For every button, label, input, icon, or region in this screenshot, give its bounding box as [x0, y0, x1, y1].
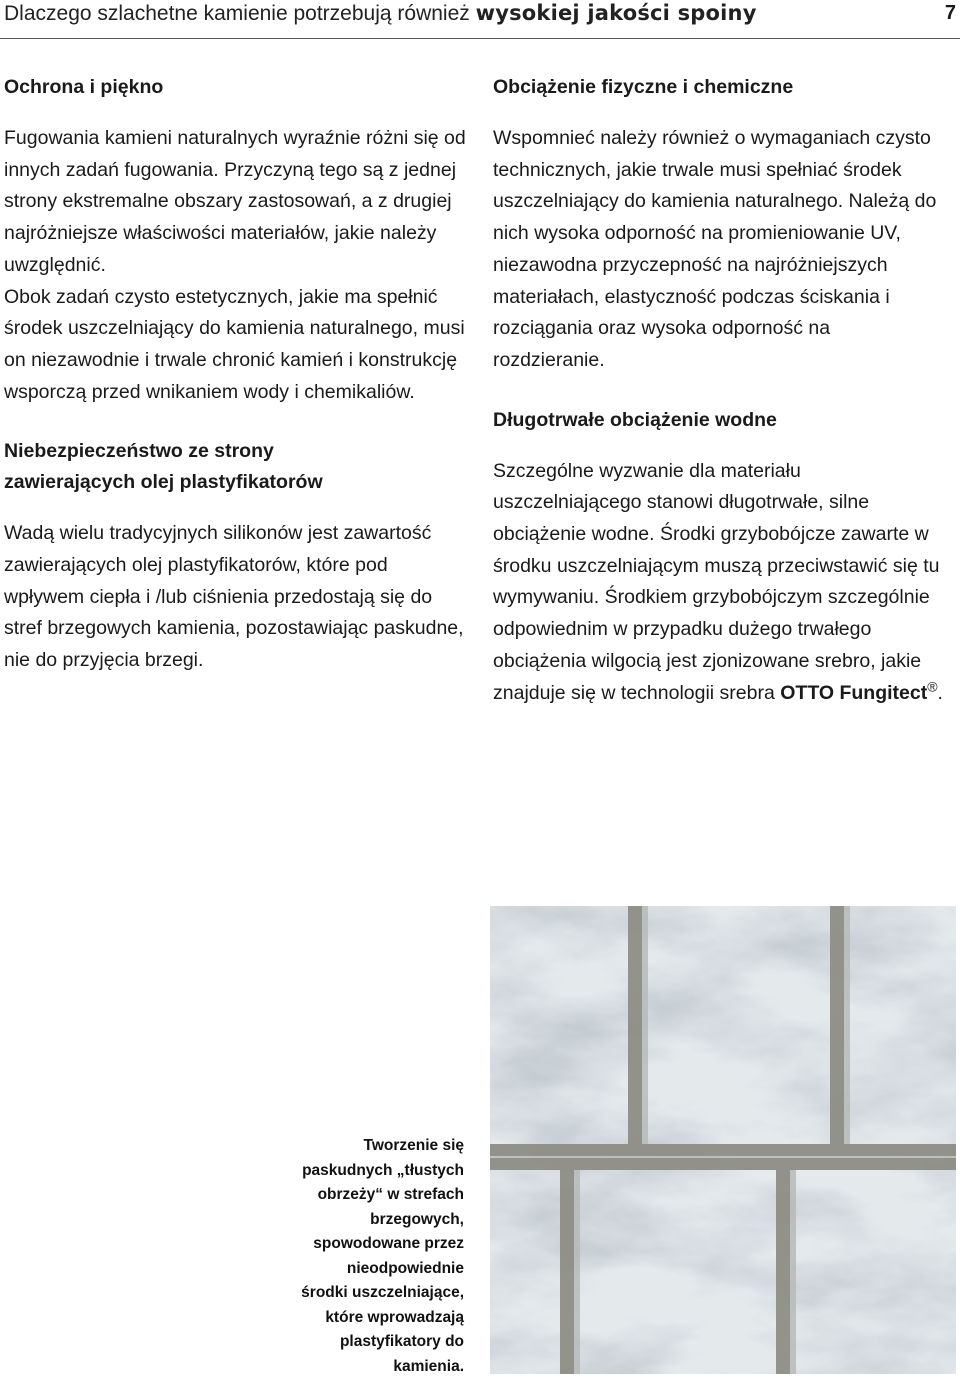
paragraph-silicone-defect: Wadą wielu tradycyjnych silikonów jest zawartość zawierających olej plastyfikatorów, które pod wpływem ciepła i /lub ciśnienia przedostają się do stref brzegowych kamienia, pozostawiając paskudne, nie do przyjęcia brzegi. [4, 518, 470, 677]
caption-line: spowodowane przez [258, 1232, 464, 1257]
page-title [4, 1, 757, 26]
caption-line: plastyfikatory do [258, 1330, 464, 1355]
paragraph-technical-requirements: Wspomnieć należy również o wymaganiach czysto technicznych, jakie trwale musi spełniać środek uszczelniający do kamienia naturalnego. Należą do nich wysoka odporność na promieniowanie UV, niezawodna przyczepność na najróżniejszych materiałach, elastyczność podczas ściskania i rozciągania oraz wysoka odporność na rozdzieranie. [493, 123, 943, 377]
paragraph-fungicide [493, 456, 943, 710]
heading-plasticizer-danger [4, 436, 470, 498]
heading-physical-chemical-load: Obciążenie fizyczne i chemiczne [493, 72, 943, 103]
heading-plasticizer-line2: zawierających olej plastyfikatorów [4, 471, 323, 493]
marble-tile-photo [490, 906, 956, 1374]
left-column [4, 72, 470, 677]
caption-line: paskudnych „tłustych [258, 1159, 464, 1184]
right-column [493, 72, 943, 709]
header-divider [0, 38, 960, 39]
heading-plasticizer-line1: Niebezpieczeństwo ze strony [4, 440, 274, 462]
page-header [0, 0, 960, 34]
brand-otto-fungitect: OTTO Fungitect [780, 682, 927, 704]
caption-line: nieodpowiednie [258, 1257, 464, 1282]
paragraph-aesthetic-tasks: Obok zadań czysto estetycznych, jakie ma spełnić środek uszczelniający do kamienia naturalnego, musi on niezawodnie i trwale chronić kamień i konstrukcję wsporczą przed wnikaniem wody i chemikaliów. [4, 282, 470, 409]
caption-line: kamienia. [258, 1355, 464, 1379]
registered-mark: ® [927, 678, 937, 694]
photo-caption [258, 1134, 464, 1379]
page-title-bold: wysokiej jakości spoiny [476, 1, 757, 25]
page-number: 7 [945, 2, 956, 25]
paragraph-fungicide-text: Szczególne wyzwanie dla materiału uszczelniającego stanowi długotrwałe, silne obciążenie wodne. Środki grzybobójcze zawarte w środku uszczelniającym muszą przeciwstawić się tu wymywaniu. Środkiem grzybobójczym szczególnie odpowiednim w przypadku dużego trwałego obciążenia wilgocią jest zjonizowane srebro, jakie znajduje się w technologii srebra [493, 460, 939, 704]
paragraph-natural-stone-intro: Fugowania kamieni naturalnych wyraźnie różni się od innych zadań fugowania. Przyczyną tego są z jednej strony ekstremalne obszary zastosowań, a z drugiej najróżniejsze właściwości materiałów, jakie należy uwzględnić. [4, 123, 470, 282]
marble-tile-image [490, 906, 956, 1374]
caption-line: środki uszczelniające, [258, 1281, 464, 1306]
caption-line: które wprowadzają [258, 1306, 464, 1331]
caption-line: obrzeży“ w strefach [258, 1183, 464, 1208]
page-title-regular: Dlaczego szlachetne kamienie potrzebują również [4, 2, 476, 25]
sentence-end: . [938, 682, 943, 704]
heading-protection-beauty: Ochrona i piękno [4, 72, 470, 103]
caption-line: Tworzenie się [258, 1134, 464, 1159]
heading-water-load: Długotrwałe obciążenie wodne [493, 405, 943, 436]
caption-line: brzegowych, [258, 1208, 464, 1233]
